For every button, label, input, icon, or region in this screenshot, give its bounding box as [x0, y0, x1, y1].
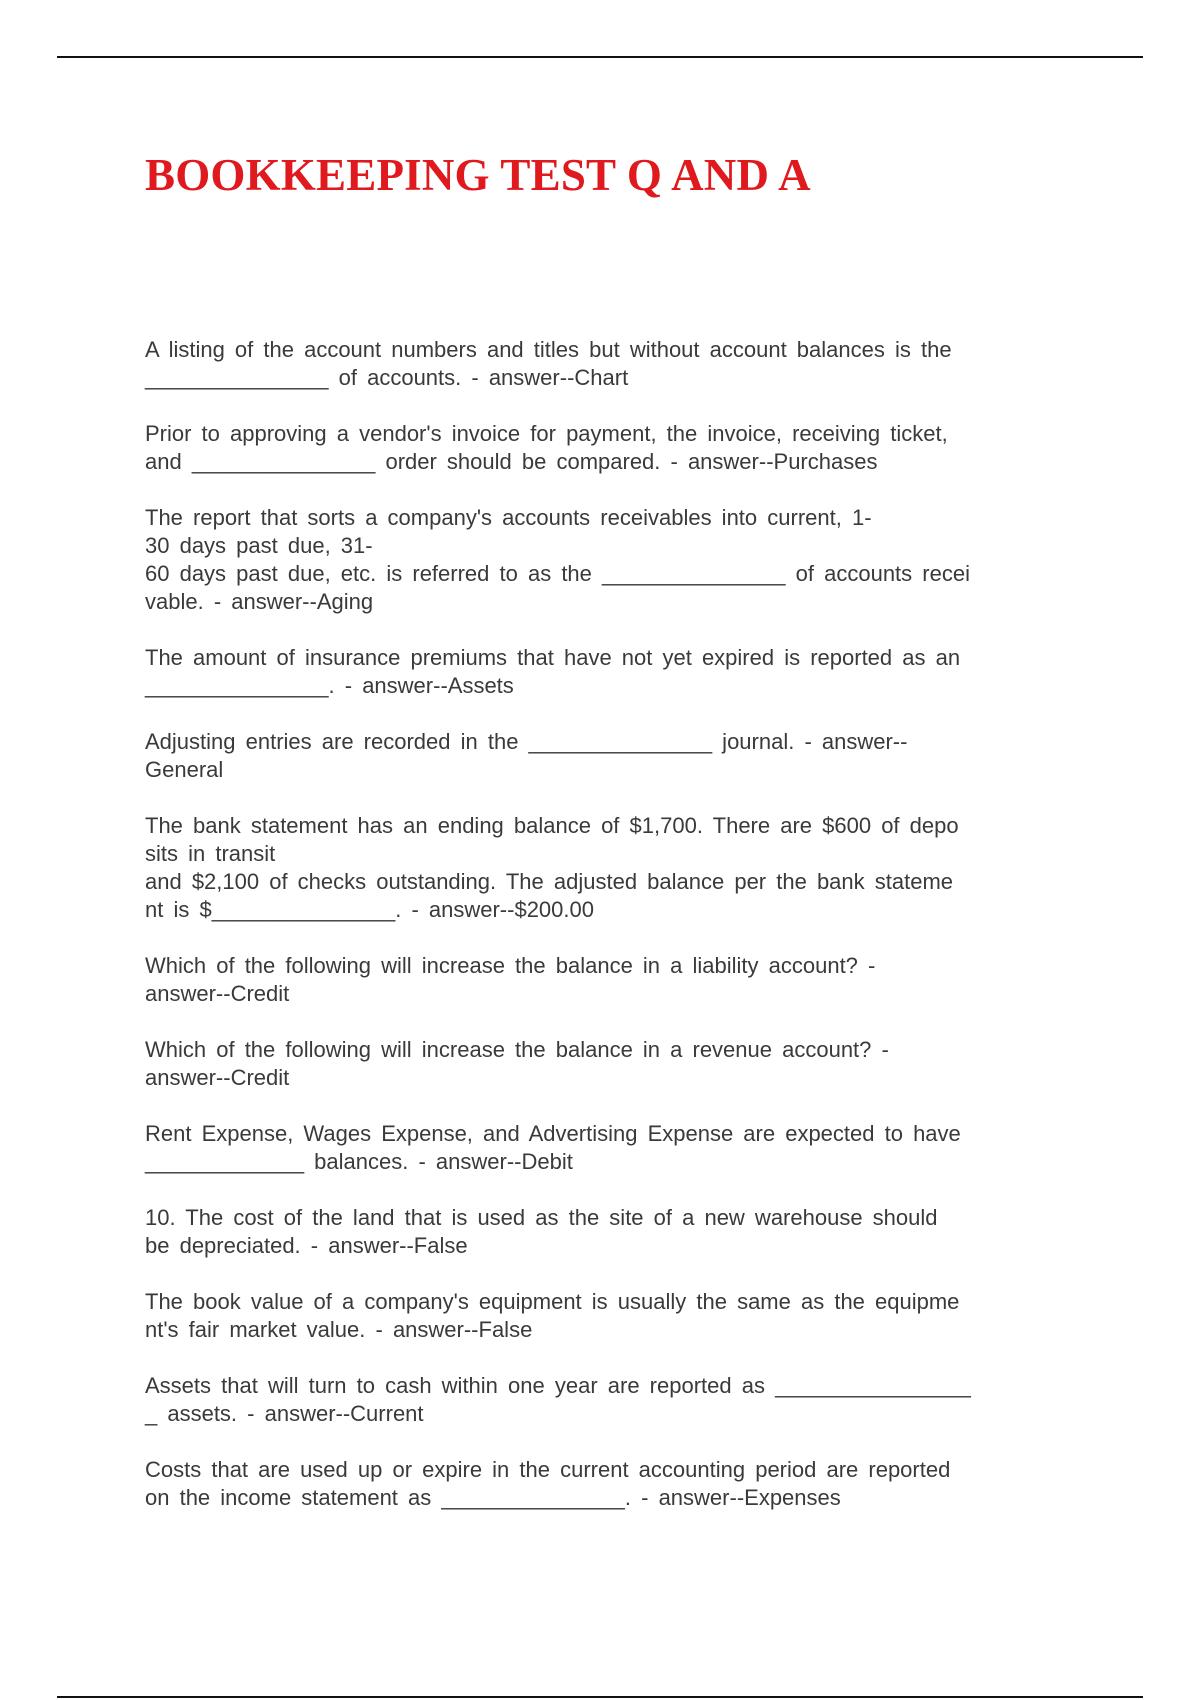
- qa-item: 10. The cost of the land that is used as the site of a new warehouse should be depreciated. - answer--False: [145, 1205, 938, 1258]
- qa-item: A listing of the account numbers and titles but without account balances is the _______________ of accounts. - answer--Chart: [145, 337, 952, 390]
- document-title: BOOKKEEPING TEST Q AND A: [145, 150, 811, 200]
- qa-item: The amount of insurance premiums that have not yet expired is reported as an _______________. - answer--Assets: [145, 645, 961, 698]
- qa-item: Prior to approving a vendor's invoice for payment, the invoice, receiving ticket, and _______________ order should be compared. - answer--Purchases: [145, 421, 948, 474]
- qa-item: Which of the following will increase the balance in a revenue account? - answer--Credit: [145, 1037, 889, 1090]
- top-rule: [57, 56, 1143, 58]
- qa-item: The report that sorts a company's accounts receivables into current, 1- 30 days past due, 31- 60 days past due, etc. is referred to as the _______________ of accounts recei vable. - answer--Aging: [145, 505, 970, 614]
- qa-item: Which of the following will increase the balance in a liability account? - answer--Credit: [145, 953, 876, 1006]
- qa-item: Adjusting entries are recorded in the _______________ journal. - answer-- General: [145, 729, 908, 782]
- qa-item: Rent Expense, Wages Expense, and Advertising Expense are expected to have _____________ balances. - answer--Debit: [145, 1121, 961, 1174]
- bottom-rule: [57, 1696, 1143, 1698]
- qa-list: [145, 336, 1055, 1540]
- qa-item: Assets that will turn to cash within one year are reported as ________________ _ assets. - answer--Current: [145, 1373, 971, 1426]
- qa-item: The book value of a company's equipment is usually the same as the equipme nt's fair market value. - answer--False: [145, 1289, 960, 1342]
- qa-item: Costs that are used up or expire in the current accounting period are reported on the income statement as _______________. - answer--Expenses: [145, 1457, 951, 1510]
- qa-item: The bank statement has an ending balance of $1,700. There are $600 of depo sits in transit and $2,100 of checks outstanding. The adjusted balance per the bank stateme nt is $_______________. - answer--$200.00: [145, 813, 959, 922]
